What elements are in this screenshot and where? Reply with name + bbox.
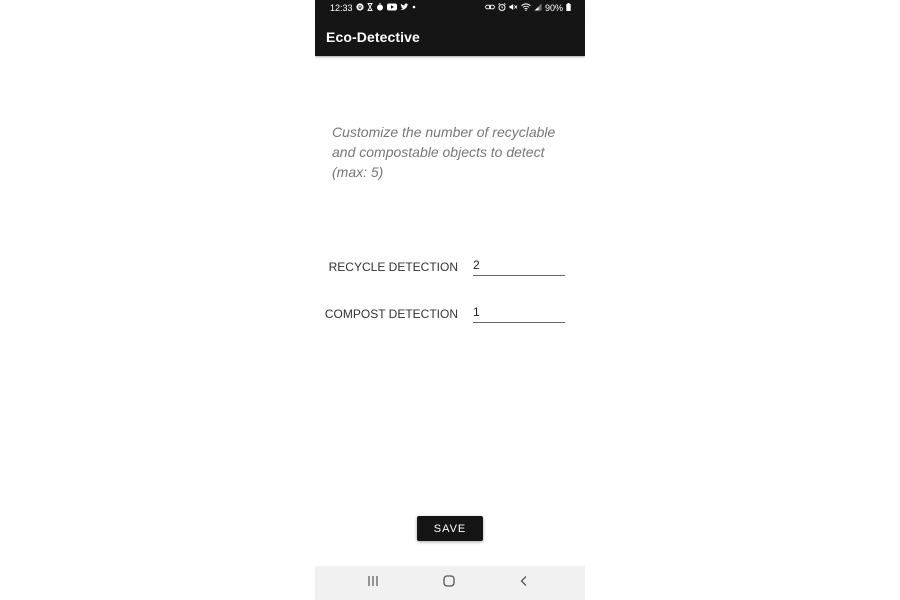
save-button[interactable]: SAVE <box>417 516 483 541</box>
instructions-text: Customize the number of recyclable and compostable objects to detect (max: 5) <box>332 124 556 180</box>
dot-icon <box>412 0 416 17</box>
youtube-icon <box>387 0 397 17</box>
home-button[interactable] <box>439 574 459 592</box>
app-title: Eco-Detective <box>326 29 420 45</box>
compost-detection-label: COMPOST DETECTION <box>324 307 458 321</box>
hourglass-icon <box>367 0 373 17</box>
home-icon <box>443 574 455 592</box>
phone-screen <box>315 0 585 600</box>
battery-icon <box>566 0 571 17</box>
wifi-icon <box>521 0 531 17</box>
status-bar <box>315 0 585 17</box>
recycle-detection-input[interactable] <box>473 256 565 276</box>
recycle-detection-row <box>315 256 585 280</box>
compost-detection-input[interactable] <box>473 303 565 323</box>
app-bar <box>315 17 585 56</box>
battery-percent: 90% <box>544 3 563 13</box>
alarm-icon <box>498 0 506 17</box>
recent-apps-icon <box>367 574 379 592</box>
back-button[interactable] <box>514 574 534 592</box>
back-icon <box>518 574 530 592</box>
signal-icon <box>534 0 542 17</box>
link-icon <box>485 0 495 17</box>
status-time: 12:33 <box>330 3 353 13</box>
spotify-icon <box>356 0 364 17</box>
status-right <box>485 0 571 17</box>
mute-icon <box>509 0 518 17</box>
recycle-detection-label: RECYCLE DETECTION <box>328 260 458 274</box>
twitter-icon <box>400 0 409 17</box>
recent-apps-button[interactable] <box>363 574 383 592</box>
status-left <box>330 0 416 17</box>
timer-icon <box>376 0 384 17</box>
compost-detection-row <box>315 303 585 327</box>
navigation-bar <box>315 566 585 600</box>
